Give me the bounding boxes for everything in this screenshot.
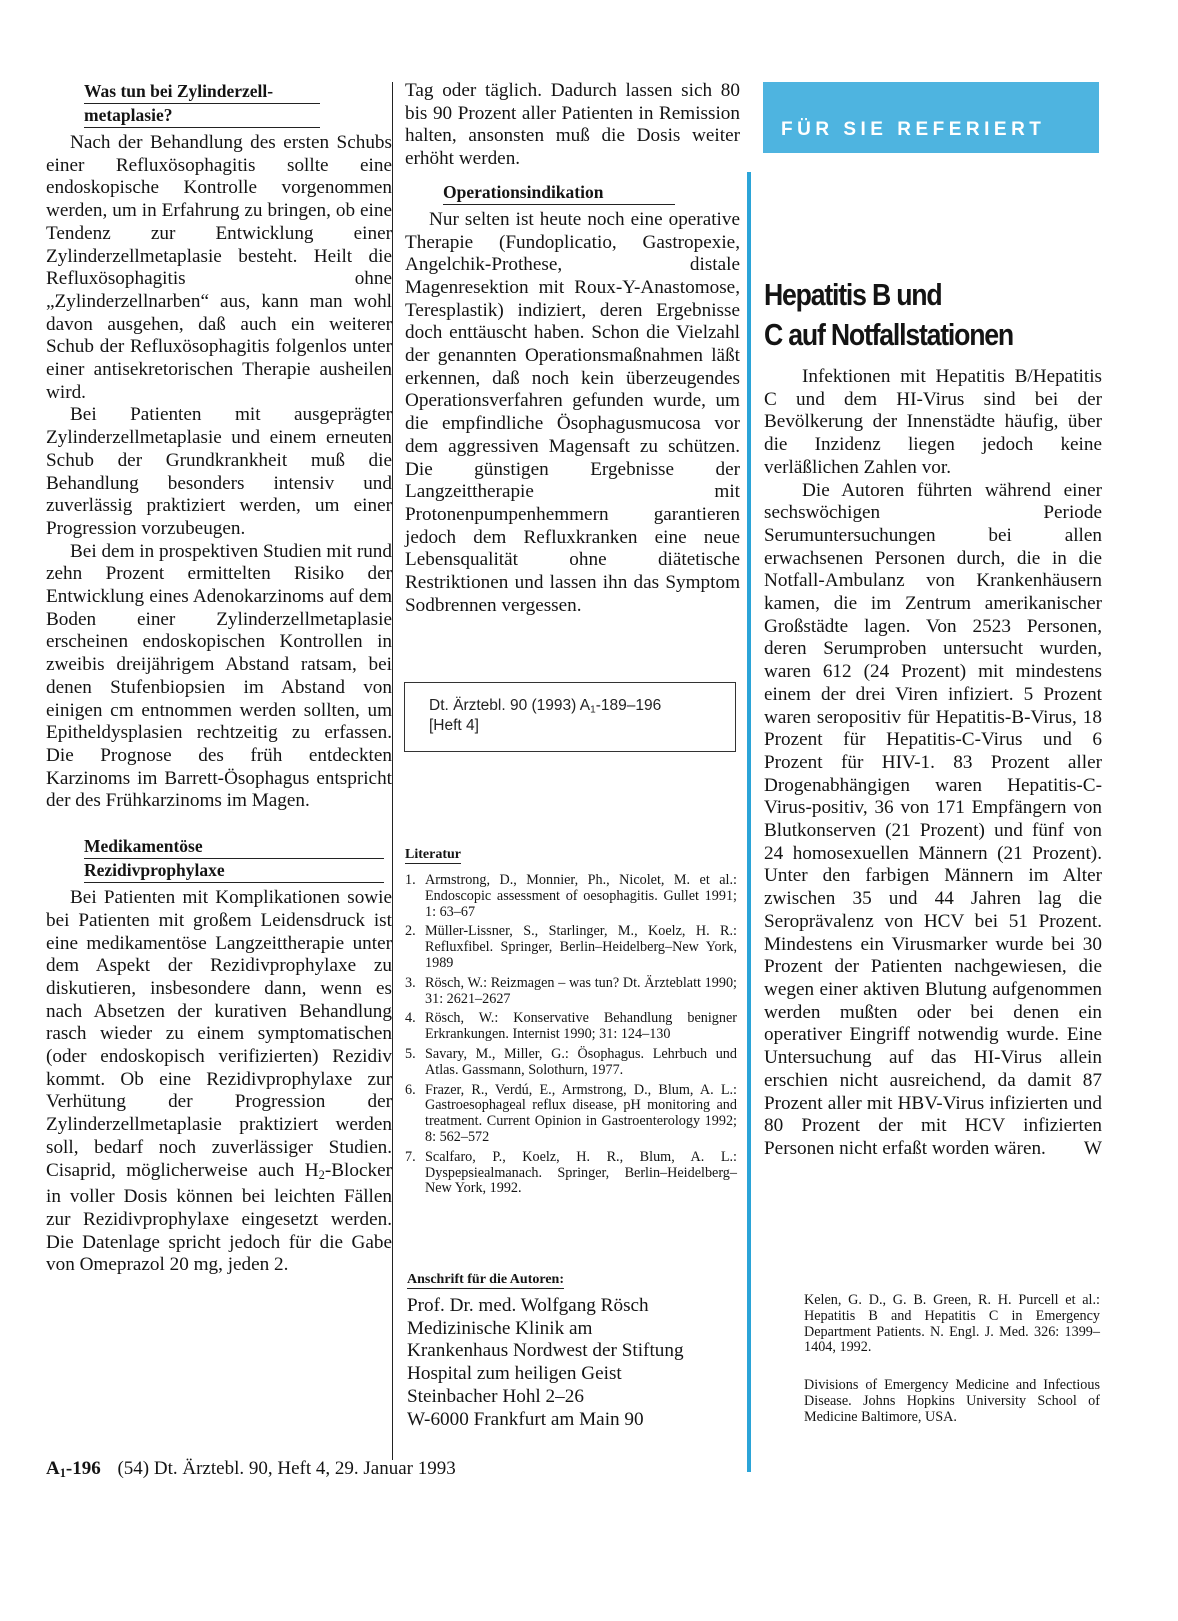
paragraph — [46, 887, 392, 1277]
item-text: Savary, M., Miller, G.: Ösophagus. Lehrbuch und Atlas. Gassmann, Solothurn, 1977. — [425, 1045, 737, 1078]
heading-line: Rezidivprophylaxe — [84, 859, 384, 883]
subscript: 2 — [318, 1167, 325, 1182]
literature-item — [405, 873, 737, 920]
heading-line: Operationsindikation — [443, 181, 675, 205]
text-run: Die Autoren führten während einer sechswöchigen Periode Serumuntersuchungen bei allen erwachsenen Personen durch, die in die Notfall-Ambulanz von Krankenhäusern kamen, die im Zentrum amerikanischer Großstädte lagen. Von 2523 Personen, deren Serumproben untersucht wurden, waren 612 (24 Prozent) mit mindestens einem der drei Viren infiziert. 5 Prozent waren seropositiv für Hepatitis-B-Virus, 18 Prozent für Hepatitis-C-Virus und 6 Prozent für HIV-1. 83 Prozent aller Drogenabhängigen waren Hepatitis-C-Virus-positiv, 36 von 171 Empfängern von Blutkonserven (21 Prozent) und fünf von 24 homosexuellen Männern (21 Prozent). Unter den farbigen Männern im Alter zwischen 35 und 44 Jahren lag die Seroprävalenz von HCV bei 51 Prozent. Mindestens ein Virusmarker wurde bei 30 Prozent der Patienten nachgewiesen, die wegen einer aktiven Blutung aufgenommen werden mußten oder bei denen ein operativer Eingriff notwendig wurde. Eine Untersuchung auf das HI-Virus allein erschien nicht ausreichend, da damit 87 Prozent aller mit HBV-Virus infizierten und 80 Prozent der mit HCV infizierten Personen nicht erfaßt worden wären. — [764, 479, 1102, 1159]
column-divider-blue — [747, 172, 751, 1472]
column-divider-left — [392, 82, 393, 1460]
literature-item — [405, 1011, 737, 1043]
item-number: 3. — [405, 974, 416, 991]
item-text: Armstrong, D., Monnier, Ph., Nicolet, M. et al.: Endoscopic assessment of oesophagitis. Gullet 1991; 1: 63–67 — [425, 872, 737, 920]
section-heading-zylinderzell — [84, 80, 320, 128]
item-number: 2. — [405, 923, 416, 940]
literature-item — [405, 976, 737, 1008]
section-banner — [763, 82, 1099, 153]
item-number: 5. — [405, 1045, 416, 1062]
paragraph — [764, 480, 1102, 1161]
section-body-zylinderzell — [46, 132, 392, 813]
author-address — [407, 1295, 747, 1431]
citation-line: [Heft 4] — [429, 717, 479, 734]
headline-line: C auf Notfallstationen — [764, 317, 1014, 352]
source-affiliation: Divisions of Emergency Medicine and Infectious Disease. Johns Hopkins University School of Medicine Baltimore, USA. — [804, 1377, 1100, 1425]
paragraph: Tag oder täglich. Dadurch lassen sich 80 bis 90 Prozent aller Patienten in Remission halten, ansonsten muß die Dosis weiter erhöht werden. — [405, 80, 740, 170]
item-text: Scalfaro, P., Koelz, H. R., Blum, A. L.: Dyspepsiealmanach. Springer, Berlin–Heidelberg–New York, 1992. — [425, 1148, 737, 1197]
literature-heading-text: Literatur — [405, 847, 461, 862]
address-line: Prof. Dr. med. Wolfgang Rösch — [407, 1295, 649, 1316]
paragraph: Bei Patienten mit ausgeprägter Zylinderzellmetaplasie und einem erneuten Schub der Grundkrankheit muß die Behandlung besonders intensiv und zuverlässig praktiziert werden, um einer Progression vorzubeugen. — [46, 404, 392, 539]
literature-heading — [405, 847, 461, 863]
item-number: 1. — [405, 872, 416, 888]
address-line: Steinbacher Hohl 2–26 — [407, 1385, 584, 1407]
address-line: Krankenhaus Nordwest der Stiftung — [407, 1340, 684, 1362]
literature-item — [405, 1047, 737, 1079]
paragraph: Nach der Behandlung des ersten Schubs einer Refluxösophagitis sollte eine endoskopische Kontrolle vorgenommen werden, um in Erfahrung zu bringen, ob eine Tendenz zur Entwicklung einer Zylinderzellmetaplasie besteht. Heilt die Refluxösophagitis ohne „Zylinderzellnarben“ aus, kann man wohl davon ausgehen, daß auch ein weiterer Schub der Refluxösophagitis folgenlos unter einer antisekretorischen Therapie ausheilen wird. — [46, 132, 392, 403]
paragraph: Nur selten ist heute noch eine operative Therapie (Fundoplicatio, Gastropexie, Angelchik-Prothese, distale Magenresektion mit Roux-Y-Anastomose, Teresplastik) indiziert, deren Ergebnisse doch enttäuscht haben. Schon die Vielzahl der genannten Operationsmaßnahmen läßt erkennen, daß noch kein überzeugendes Operationsverfahren gefunden wurde, um die empfindliche Ösophagusmucosa vor dem aggressiven Magensaft zu schützen. Die günstigen Ergebnisse der Langzeittherapie mit Protonenpumpenhemmern garantieren jedoch dem Refluxkranken eine neue Lebensqualität ohne diätetische Restriktionen und lassen ihn das Symptom Sodbrennen vergessen. — [405, 208, 740, 616]
page-footer — [46, 1458, 456, 1481]
citation-line — [429, 697, 661, 716]
paragraph: Infektionen mit Hepatitis B/Hepatitis C und dem HI-Virus sind bei der Bevölkerung der Innenstädte häufig, über die Inzidenz liegen jedoch keine verläßlichen Zahlen vor. — [764, 366, 1102, 478]
section-heading-rezidivprophylaxe — [84, 835, 384, 883]
address-line: Medizinische Klinik am — [407, 1317, 593, 1339]
continuation-text — [405, 80, 740, 171]
headline-line: Hepatitis B und — [764, 277, 942, 312]
address-line: W-6000 Frankfurt am Main 90 — [407, 1408, 644, 1430]
journal-citation: (54) Dt. Ärztebl. 90, Heft 4, 29. Januar 1993 — [117, 1458, 456, 1479]
address-line: Hospital zum heiligen Geist — [407, 1363, 622, 1385]
paragraph: Bei dem in prospektiven Studien mit rund zehn Prozent ermittelten Risiko der Entwicklung eines Adenokarzinoms auf dem Boden einer Zylinderzellmetaplasie erscheinen endoskopischen Kontrollen in zweibis dreijährigem Abstand ratsam, bei denen Stufenbiopsien im Abstand von einigen cm entnommen werden sollten, um Epitheldysplasien rechtzeitig zu erfassen. Die Prognose des früh entdeckten Karzinoms im Barrett-Ösophagus entspricht der des Frühkarzinoms im Magen. — [46, 540, 392, 812]
citation-text: -189–196 — [595, 697, 662, 714]
literature-item — [405, 1083, 737, 1146]
literature-item — [405, 924, 737, 971]
item-number: 6. — [405, 1081, 416, 1098]
column-3 — [764, 366, 1102, 1161]
item-text: Rösch, W.: Reizmagen – was tun? Dt. Ärzteblatt 1990; 31: 2621–2627 — [425, 974, 737, 1007]
section-body-operationsindikation — [405, 209, 740, 618]
source-reference: Kelen, G. D., G. B. Green, R. H. Purcell et al.: Hepatitis B and Hepatitis C in Emergency Department Patients. N. Engl. J. Med. 326: 1399–1404, 1992. — [804, 1292, 1100, 1356]
address-heading — [407, 1272, 564, 1288]
page-number — [46, 1458, 101, 1479]
item-number: 4. — [405, 1010, 416, 1027]
page-number-text: A — [46, 1458, 60, 1479]
page-number-text: -196 — [65, 1458, 101, 1479]
heading-line: Was tun bei Zylinderzell- — [84, 80, 320, 104]
address-heading-text: Anschrift für die Autoren: — [407, 1272, 564, 1287]
article-headline — [764, 275, 1048, 355]
citation-text: Dt. Ärztebl. 90 (1993) A — [429, 697, 591, 714]
item-text: Frazer, R., Verdú, E., Armstrong, D., Blum, A. L.: Gastroesophageal reflux disease, pH monitoring and treatment. Current Opinion in Gastroenterology 1992; 8: 562–572 — [425, 1081, 737, 1145]
banner-label: FÜR SIE REFERIERT — [781, 119, 1046, 140]
subscript: 1 — [59, 1466, 66, 1481]
item-number: 7. — [405, 1148, 416, 1165]
text-run: Bei Patienten mit Komplikationen sowie bei Patienten mit großem Leidensdruck ist eine medikamentöse Langzeittherapie unter dem Aspekt der Rezidivprophylaxe zu diskutieren, insbesondere dann, wenn es nach Absetzen der kurativen Behandlung rasch wieder zu einem symptomatischen (oder endoskopisch verifizierten) Rezidiv kommt. Ob eine Rezidivprophylaxe zur Verhütung der Progression der Zylinderzellmetaplasie praktiziert werden soll, bedarf noch zuverlässiger Studien. Cisaprid, möglicherweise auch H — [46, 887, 392, 1181]
article-body — [764, 366, 1102, 1161]
column-2 — [405, 80, 740, 617]
literature-item — [405, 1150, 737, 1197]
section-body-rezidivprophylaxe — [46, 887, 392, 1277]
column-1 — [46, 80, 392, 1277]
literature-list — [405, 873, 737, 1201]
item-text: Rösch, W.: Konservative Behandlung benigner Erkrankungen. Internist 1990; 31: 124–130 — [425, 1010, 737, 1043]
citation-box — [404, 682, 736, 752]
item-text: Müller-Lissner, S., Starlinger, M., Koelz, H. R.: Refluxfibel. Springer, Berlin–Heidelberg–New York, 1989 — [425, 923, 737, 971]
text-run: -Blocker in voller Dosis können bei leichten Fällen zur Rezidivprophylaxe eingesetzt werden. Die Datenlage spricht jedoch für die Gabe von Omeprazol 20 mg, jeden 2. — [46, 1159, 392, 1276]
section-heading-operationsindikation — [443, 181, 675, 205]
heading-line: Medikamentöse — [84, 835, 384, 859]
author-signature: W — [1083, 1137, 1102, 1159]
heading-line: metaplasie? — [84, 104, 320, 128]
subscript: 1 — [590, 704, 596, 716]
